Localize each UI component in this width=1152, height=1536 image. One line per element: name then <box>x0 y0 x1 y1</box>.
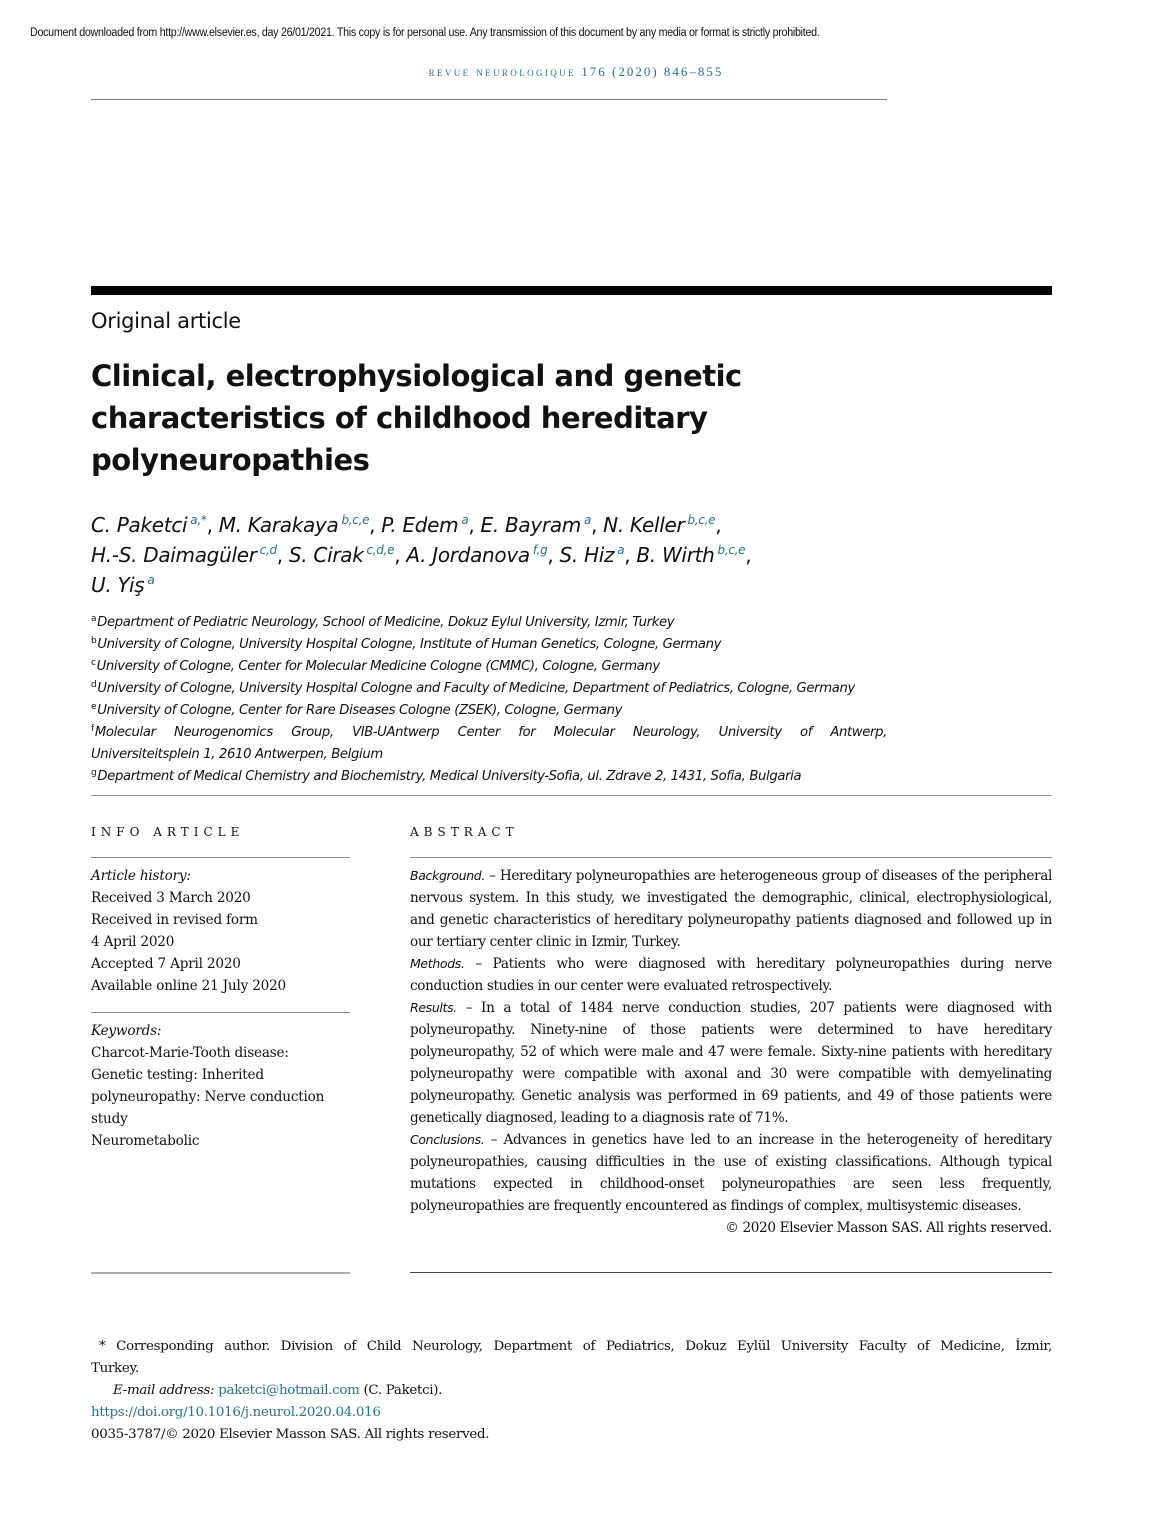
author-affiliation-link[interactable]: a,* <box>190 513 207 527</box>
header-rule <box>91 99 887 100</box>
keyword-line: Genetic testing: Inherited <box>91 1067 264 1083</box>
article-history <box>91 865 351 997</box>
keywords-label: Keywords: <box>91 1023 162 1039</box>
info-bottom-rule <box>91 1272 350 1274</box>
author: C. Paketci $^{a,*}$, <box>91 513 219 537</box>
author: E. Bayram $^a$, <box>480 513 604 537</box>
abstract-results: Results. – In a total of 1484 nerve conduction studies, 207 patients were diagnosed with polyneuropathy. Ninety-nine of those patients were determined to have hereditary polyneuropathy, 52 of which were male and 47 were female. Sixty-nine patients with hereditary polyneuropathy were compatible with axonal and 30 were compatible with demyelinating polyneuropathy. Genetic analysis was performed in 69 patients, and 49 of those patients were genetically diagnosed, leading to a diagnosis rate of 71%. <box>410 1000 1052 1126</box>
author-affiliation-link[interactable]: b,c,e <box>717 543 746 557</box>
affiliation-list <box>91 612 887 788</box>
author-affiliation-link[interactable]: a <box>461 513 469 527</box>
keyword-line: Charcot-Marie-Tooth disease: <box>91 1045 289 1061</box>
author: A. Jordanova $^{f,g}$, <box>406 543 560 567</box>
email-label: E-mail address: <box>113 1383 215 1398</box>
affiliation: $^b$University of Cologne, University Hospital Cologne, Institute of Human Genetics, Cologne, Germany <box>91 636 722 652</box>
corresponding-author-note: * Corresponding author. Division of Child Neurology, Department of Pediatrics, Dokuz Eylül University Faculty of Medicine, İzmir, <box>99 1339 1052 1354</box>
article-history-label: Article history: <box>91 868 191 884</box>
abstract-body <box>410 865 1052 1239</box>
abstract-bottom-rule <box>410 1272 1052 1273</box>
article-title: Clinical, electrophysiological and genetic characteristics of childhood hereditary polyneuropathies <box>91 359 742 477</box>
info-article-rule <box>91 857 350 858</box>
author: N. Keller $^{b,c,e}$, <box>603 513 722 537</box>
affiliation: $^d$University of Cologne, University Hospital Cologne and Faculty of Medicine, Department of Pediatrics, Cologne, Germany <box>91 680 855 696</box>
author-affiliation-link[interactable]: b,c,e <box>341 513 370 527</box>
journal-name: revue neurologique <box>428 64 576 79</box>
author: S. Hiz $^a$, <box>559 543 637 567</box>
author-affiliation-link[interactable]: c,d <box>259 543 277 557</box>
issn-copyright: 0035-3787/© 2020 Elsevier Masson SAS. All rights reserved. <box>91 1427 490 1442</box>
history-entry: Accepted 7 April 2020 <box>91 956 241 972</box>
keyword-line: Neurometabolic <box>91 1133 200 1149</box>
affiliation: $^a$Department of Pediatric Neurology, School of Medicine, Dokuz Eylul University, Izmir, Turkey <box>91 614 675 630</box>
history-entry: Available online 21 July 2020 <box>91 978 286 994</box>
author: H.-S. Daimagüler $^{c,d}$, <box>91 543 289 567</box>
abstract-methods: Methods. – Patients who were diagnosed with hereditary polyneuropathies during nerve conduction studies in our center were evaluated retrospectively. <box>410 956 1052 994</box>
author: P. Edem $^a$, <box>381 513 481 537</box>
abstract-background: Background. – Hereditary polyneuropathies are heterogeneous group of diseases of the peripheral nervous system. In this study, we investigated the demographic, clinical, electrophysiological, and genetic characteristics of hereditary polyneuropathy patients diagnosed and followed up in our tertiary center clinic in Izmir, Turkey. <box>410 868 1052 950</box>
history-rule <box>91 1012 350 1013</box>
author-affiliation-link[interactable]: a <box>617 543 625 557</box>
footnotes <box>91 1336 1052 1446</box>
doi-link[interactable]: https://doi.org/10.1016/j.neurol.2020.04.016 <box>91 1405 381 1420</box>
author: U. Yiş $^a$ <box>91 573 155 597</box>
journal-citation: 176 (2020) 846–855 <box>581 64 724 79</box>
author: B. Wirth $^{b,c,e}$, <box>636 543 752 567</box>
author-affiliation-link[interactable]: b,c,e <box>687 513 716 527</box>
keywords <box>91 1020 351 1152</box>
article-type: Original article <box>91 309 241 333</box>
affiliations-rule <box>91 795 1052 796</box>
corresponding-author-note-cont: Turkey. <box>91 1361 139 1376</box>
email-line: E-mail address: paketci@hotmail.com (C. Paketci). <box>113 1383 443 1398</box>
download-notice: Document downloaded from http://www.elsevier.es, day 26/01/2021. This copy is for personal use. Any transmission of this document by any media or format is strictly prohibited. <box>30 27 820 39</box>
abstract-copyright: © 2020 Elsevier Masson SAS. All rights reserved. <box>725 1220 1052 1236</box>
history-entry: 4 April 2020 <box>91 934 175 950</box>
author-affiliation-link[interactable]: a <box>147 573 155 587</box>
author-affiliation-link[interactable]: a <box>583 513 592 527</box>
info-article-heading: INFO ARTICLE <box>91 825 245 839</box>
history-entry: Received in revised form <box>91 912 258 928</box>
history-entry: Received 3 March 2020 <box>91 890 251 906</box>
title-top-rule <box>91 286 1052 295</box>
keyword-line: polyneuropathy: Nerve conduction <box>91 1089 325 1105</box>
author-affiliation-link[interactable]: f,g <box>532 543 548 557</box>
author: S. Cirak $^{c,d,e}$, <box>288 543 407 567</box>
affiliation: $^c$University of Cologne, Center for Molecular Medicine Cologne (CMMC), Cologne, Germany <box>91 658 660 674</box>
journal-header <box>0 64 1152 80</box>
affiliation: $^f$Molecular Neurogenomics Group, VIB-UAntwerp Center for Molecular Neurology, University of Antwerp, <box>91 724 887 740</box>
doi-line <box>91 1402 1052 1424</box>
author-affiliation-link[interactable]: c,d,e <box>366 543 395 557</box>
email-link[interactable]: paketci@hotmail.com <box>218 1383 360 1398</box>
abstract-rule <box>410 857 1052 858</box>
affiliation: $^g$Department of Medical Chemistry and Biochemistry, Medical University-Sofia, ul. Zdrave 2, 1431, Sofia, Bulgaria <box>91 768 802 784</box>
keyword-line: study <box>91 1111 128 1127</box>
author: M. Karakaya $^{b,c,e}$, <box>218 513 382 537</box>
author-list <box>91 510 891 600</box>
affiliation-continued: Universiteitsplein 1, 2610 Antwerpen, Belgium <box>91 747 383 762</box>
affiliation: $^e$University of Cologne, Center for Rare Diseases Cologne (ZSEK), Cologne, Germany <box>91 702 623 718</box>
abstract-heading: ABSTRACT <box>410 825 519 839</box>
abstract-conclusions: Conclusions. – Advances in genetics have led to an increase in the heterogeneity of hereditary polyneuropathies, causing difficulties in the use of existing classifications. Although typical mutations expected in childhood-onset polyneuropathies are seen less frequently, polyneuropathies are frequently encountered as findings of complex, multisystemic diseases. <box>410 1132 1052 1214</box>
